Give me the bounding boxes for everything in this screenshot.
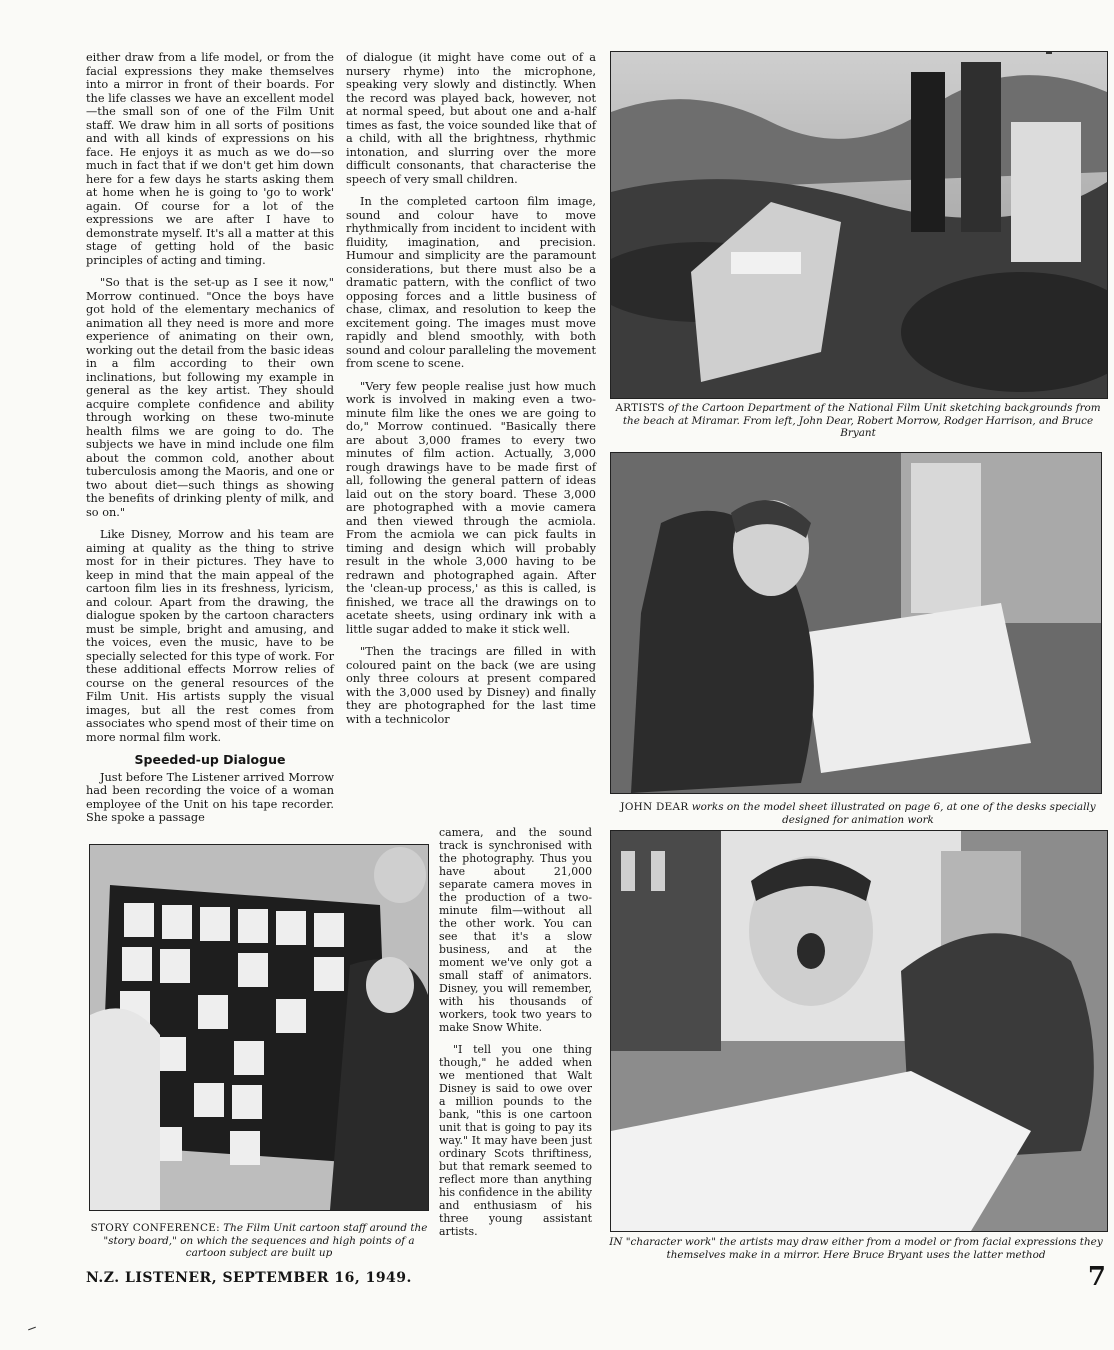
paragraph: camera, and the sound track is synchronised with the photography. Thus you have about 21,000 separate camera moves in the production of a two-minute film—without all the other work. You can see that it's a slow business, and at the moment we've only got a small staff of animators. Disney, you will remember, with his thousands of workers, took two years to make Snow White. — [439, 826, 592, 1034]
photo-john-dear-desk — [610, 452, 1102, 794]
paragraph: Like Disney, Morrow and his team are aiming at quality as the thing to strive most for in their pictures. They have to keep in mind that the main appeal of the cartoon film lies in its freshness, lyricism, and colour. Apart from the drawing, the dialogue spoken by the cartoon characters must be simple, bright and amusing, and the voices, even the music, have to be specially selected for this type of work. For these additional effects Morrow relies of course on the general resources of the Film Unit. His artists supply the visual images, but all the rest comes from associates who spend most of their time on more normal film work. — [86, 528, 334, 744]
page-number: 7 — [1087, 1262, 1106, 1292]
scan-mark — [28, 1327, 36, 1331]
paragraph: In the completed cartoon film image, sound and colour have to move rhythmically from incident to incident with fluidity, imagination, and precision. Humour and simplicity are the paramount considerations, but there must also be a dramatic pattern, with the conflict of two opposing forces and a little business of chase, climax, and resolution to keep the excitement going. The images must move rapidly and blend smoothly, with both sound and colour paralleling the movement from scene to scene. — [346, 195, 596, 370]
caption-story-conference: STORY CONFERENCE: The Film Unit cartoon staff around the "story board," on which the sequences and high points of a cartoon subject are built up — [90, 1222, 428, 1259]
caption-beach: ARTISTS of the Cartoon Department of the National Film Unit sketching backgrounds from the beach at Miramar. From left, John Dear, Robert Morrow, Rodger Harrison, and Bruce Bryant — [615, 402, 1101, 439]
photo-beach-artists — [610, 51, 1108, 399]
article-column-3 — [439, 826, 592, 1247]
caption-character-work: IN "character work" the artists may draw either from a model or from facial expressions they themselves make in a mirror. Here Bruce Bryant uses the latter method — [609, 1236, 1103, 1261]
paragraph: "Then the tracings are filled in with coloured paint on the back (we are using only three colours at present compared with the 3,000 used by Disney) and finally they are photographed for the last time with a technicolor — [346, 645, 596, 726]
paragraph: either draw from a life model, or from the facial expressions they make themselves into a mirror in front of their boards. For the life classes we have an excellent model—the small son of one of the Film Unit staff. We draw him in all sorts of positions and with all kinds of expressions on his face. He enjoys it as much as we do—so much in fact that if we don't get him down here for a few days he starts asking them at home when he is going to 'go to work' again. Of course for a lot of the expressions we are after I have to demonstrate myself. It's all a matter at this stage of getting hold of the basic principles of acting and timing. — [86, 51, 334, 267]
scan-mark — [1046, 52, 1052, 54]
masthead-footer: N.Z. LISTENER, SEPTEMBER 16, 1949. — [86, 1270, 412, 1286]
article-column-1 — [86, 51, 334, 834]
caption-desk: JOHN DEAR works on the model sheet illustrated on page 6, at one of the desks specially designed for animation work — [620, 801, 1096, 826]
paragraph: of dialogue (it might have come out of a nursery rhyme) into the microphone, speaking very slowly and distinctly. When the record was played back, however, not at normal speed, but about one and a-half times as fast, the voice sounded like that of a child, with all the brightness, rhythmic intonation, and slurring over the more difficult consonants, that characterise the speech of very small children. — [346, 51, 596, 186]
paragraph: "Very few people realise just how much work is involved in making even a two-minute film like the ones we are going to do," Morrow continued. "Basically there are about 3,000 frames to every two minutes of film action. Actually, 3,000 rough drawings have to be made first of all, following the general pattern of ideas laid out on the story board. These 3,000 are photographed with a movie camera and then viewed through the acmiola. From the acmiola we can pick faults in timing and design which will probably result in the whole 3,000 having to be redrawn and photographed again. After the 'clean-up process,' as this is called, is finished, we trace all the drawings on to acetate sheets, using ordinary ink with a little sugar added to make it stick well. — [346, 379, 596, 636]
paragraph: "I tell you one thing though," he added when we mentioned that Walt Disney is said to owe over a million pounds to the bank, "this is one cartoon unit that is going to pay its way." It may have been just ordinary Scots thriftiness, but that remark seemed to reflect more than anything his confidence in the ability and enthusiasm of his three young assistant artists. — [439, 1043, 592, 1238]
photo-character-work-mirror — [610, 830, 1108, 1232]
paragraph: "So that is the set-up as I see it now," Morrow continued. "Once the boys have got hold of the elementary mechanics of animation all they need is more and more experience of animating on their own, working out the detail from the basic ideas in a film according to their own inclinations, but following my example in general as the key artist. They should acquire complete confidence and ability through working on these two-minute health films we are going to do. The subjects we have in mind include one film about the common cold, another about tuberculosis among the Maoris, and one or two about diet—such things as showing the benefits of drinking plenty of milk, and so on." — [86, 276, 334, 519]
article-column-2 — [346, 51, 596, 735]
photo-story-board — [89, 844, 429, 1211]
paragraph: Just before The Listener arrived Morrow had been recording the voice of a woman employee of the Unit on his tape recorder. She spoke a passage — [86, 770, 334, 824]
subheading: Speeded-up Dialogue — [134, 752, 286, 767]
